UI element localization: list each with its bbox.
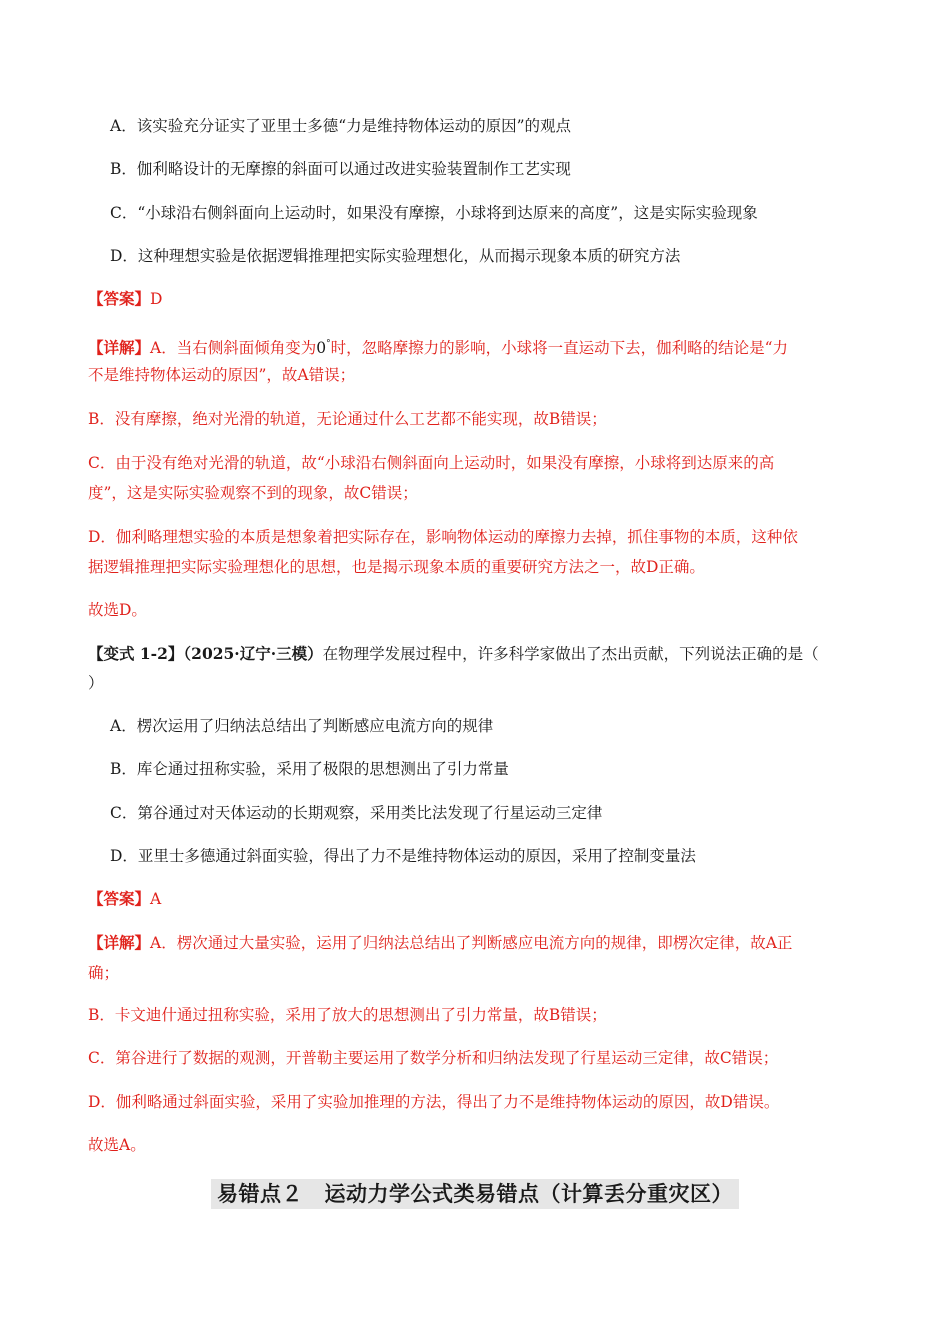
q1-detail-c-line1: C．由于没有绝对光滑的轨道，故“小球沿右侧斜面向上运动时，如果没有摩擦，小球将到达原来的高 — [88, 454, 775, 472]
section-heading-text: 易错点２ 运动力学公式类易错点（计算丢分重灾区） — [211, 1179, 739, 1209]
q2-detail-b: B．卡文迪什通过扭称实验，采用了放大的思想测出了引力常量，故B错误； — [88, 1006, 607, 1024]
q1-option-a: A．该实验充分证实了亚里士多德“力是维持物体运动的原因”的观点 — [110, 117, 572, 135]
q1-angle-zero: 0 — [316, 339, 327, 357]
q1-detail-c-line2: 度”，这是实际实验观察不到的现象，故C错误； — [88, 484, 418, 502]
q2-detail-a-text: A．楞次通过大量实验，运用了归纳法总结出了判断感应电流方向的规律，即楞次定律，故A正 — [150, 934, 793, 952]
q1-detail-b: B．没有摩擦，绝对光滑的轨道，无论通过什么工艺都不能实现，故B错误； — [88, 410, 607, 428]
q1-detail-a-line1 — [88, 333, 788, 359]
q1-detail-tag: 【详解】 — [88, 338, 151, 357]
q1-detail-d-line2: 据逻辑推理把实际实验理想化的思想，也是揭示现象本质的重要研究方法之一，故D正确。 — [88, 558, 705, 576]
q1-conclusion: 故选D。 — [88, 601, 147, 619]
q1-angle-value — [316, 339, 330, 357]
q2-source: （2025·辽宁·三模） — [183, 644, 323, 663]
q2-tag: 【变式 1-2】 — [88, 644, 184, 663]
q2-detail-a-line1 — [88, 932, 792, 954]
q2-option-a: A．楞次运用了归纳法总结出了判断感应电流方向的规律 — [110, 717, 494, 735]
q2-option-c: C．第谷通过对天体运动的长期观察，采用类比法发现了行星运动三定律 — [110, 804, 603, 822]
q2-detail-tag: 【详解】 — [88, 933, 151, 952]
q2-answer-value: A — [150, 890, 162, 908]
q2-detail-d: D．伽利略通过斜面实验，采用了实验加推理的方法，得出了力不是维持物体运动的原因，故D错误。 — [88, 1093, 780, 1111]
q2-detail-c: C．第谷进行了数据的观测，开普勒主要运用了数学分析和归纳法发现了行星运动三定律，故C错误； — [88, 1049, 779, 1067]
q1-detail-a-rest: 时，忽略摩擦力的影响，小球将一直运动下去，伽利略的结论是“力 — [330, 339, 789, 357]
q2-conclusion: 故选A。 — [88, 1136, 146, 1154]
q1-angle-degree: ° — [326, 339, 331, 349]
q1-answer-tag: 【答案】 — [88, 289, 151, 308]
q2-detail-a-line2: 确； — [88, 964, 120, 982]
q2-stem-text: 在物理学发展过程中，许多科学家做出了杰出贡献，下列说法正确的是（ — [322, 645, 819, 663]
q2-option-b: B．库仑通过扭称实验，采用了极限的思想测出了引力常量 — [110, 760, 509, 778]
q2-answer-tag: 【答案】 — [88, 889, 151, 908]
q1-detail-a-text: A．当右侧斜面倾角变为 — [150, 339, 317, 357]
q2-stem-line1 — [88, 643, 819, 665]
q2-stem-line2: ） — [88, 674, 104, 692]
q1-option-b: B．伽利略设计的无摩擦的斜面可以通过改进实验装置制作工艺实现 — [110, 160, 571, 178]
q1-option-d: D．这种理想实验是依据逻辑推理把实际实验理想化，从而揭示现象本质的研究方法 — [110, 247, 681, 265]
section-heading — [0, 1179, 950, 1209]
q1-answer — [88, 288, 162, 310]
q1-option-c: C．“小球沿右侧斜面向上运动时，如果没有摩擦，小球将到达原来的高度”，这是实际实验现象 — [110, 204, 758, 222]
q1-detail-a-line2: 不是维持物体运动的原因”，故A错误； — [88, 366, 356, 384]
q2-answer — [88, 888, 161, 910]
q1-detail-d-line1: D．伽利略理想实验的本质是想象着把实际存在，影响物体运动的摩擦力去掉，抓住事物的本质，这种依 — [88, 528, 798, 546]
q2-option-d: D．亚里士多德通过斜面实验，得出了力不是维持物体运动的原因，采用了控制变量法 — [110, 847, 696, 865]
q1-answer-value: D — [150, 290, 163, 308]
